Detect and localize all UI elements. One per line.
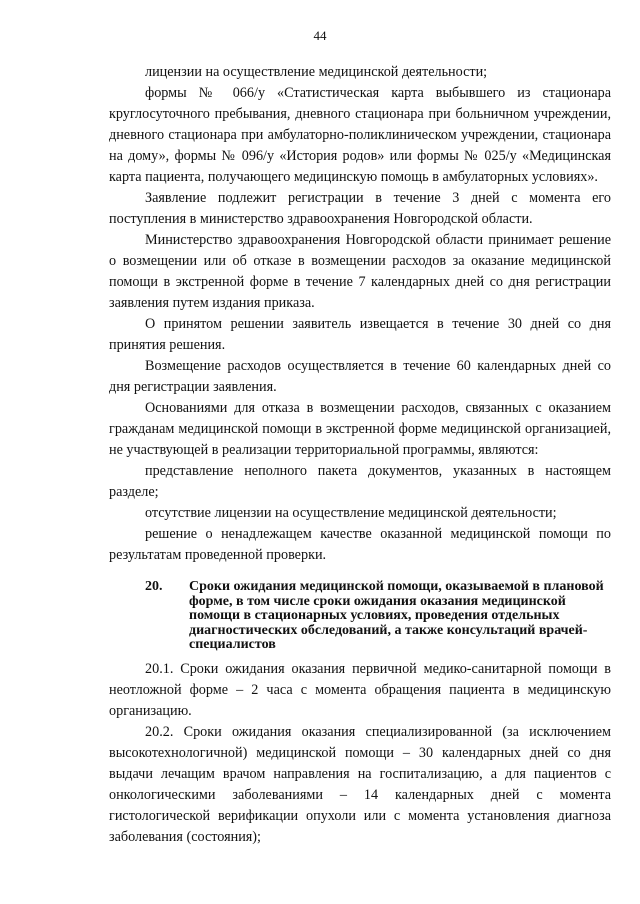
- paragraph: 20.1. Сроки ожидания оказания первичной медико-санитарной помощи в неотложной форме – 2 часа с момента обращения пациента в медицинскую организацию.: [109, 660, 611, 719]
- paragraph: формы № 066/у «Статистическая карта выбывшего из стационара круглосуточного пребывания, дневного стационара при больничном учреждении, дневного стационара при амбулаторно-поликлиническом учреждении, стационара на дому», формы № 096/у «История родов» или формы № 025/у «Медицинская карта пациента, получающего медицинскую помощь в амбулаторных условиях».: [109, 85, 611, 185]
- section-heading: [109, 580, 611, 653]
- paragraph: Министерство здравоохранения Новгородской области принимает решение о возмещении или об отказе в возмещении расходов за оказание медицинской помощи в экстренной форме в течение 7 календарных дней со дня регистрации заявления путем издания приказа.: [109, 232, 611, 311]
- page-number: 44: [313, 28, 327, 43]
- document-body: [109, 62, 611, 848]
- paragraph: лицензии на осуществление медицинской деятельности;: [145, 64, 488, 80]
- paragraph: представление неполного пакета документов, указанных в настоящем разделе;: [109, 463, 611, 500]
- paragraph: 20.2. Сроки ожидания оказания специализированной (за исключением высокотехнологичной) медицинской помощи – 30 календарных дней со дня выдачи лечащим врачом направления на госпитализацию, а для пациентов с онкологическими заболеваниями – 14 календарных дней с момента гистологической верификации опухоли или с момента установления диагноза заболевания (состояния);: [109, 723, 611, 845]
- paragraph: решение о ненадлежащем качестве оказанной медицинской помощи по результатам проведенной проверки.: [109, 526, 611, 563]
- paragraph: Заявление подлежит регистрации в течение 3 дней с момента его поступления в министерство здравоохранения Новгородской области.: [109, 190, 611, 227]
- paragraph: Возмещение расходов осуществляется в течение 60 календарных дней со дня регистрации заявления.: [109, 358, 611, 395]
- section-title: Сроки ожидания медицинской помощи, оказываемой в плановой форме, в том числе сроки ожидания оказания медицинской помощи в стационарных условиях, проведения отдельных диагностических обследований, а также консультаций врачей-специалистов: [189, 579, 604, 652]
- paragraph: отсутствие лицензии на осуществление медицинской деятельности;: [145, 505, 557, 521]
- paragraph: О принятом решении заявитель извещается в течение 30 дней со дня принятия решения.: [109, 316, 611, 353]
- section-number: 20.: [145, 579, 163, 594]
- paragraph: Основаниями для отказа в возмещении расходов, связанных с оказанием гражданам медицинской помощи в экстренной форме медицинской организацией, не участвующей в реализации территориальной программы, являются:: [109, 400, 611, 458]
